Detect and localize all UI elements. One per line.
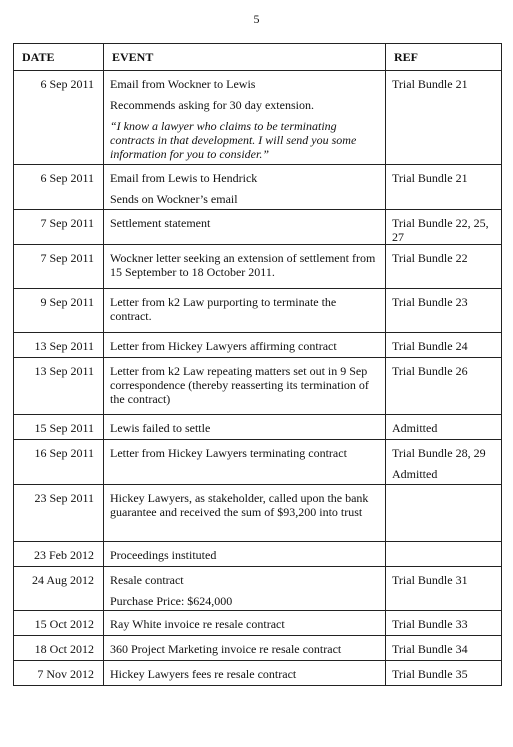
date-cell: 23 Sep 2011 — [14, 485, 104, 542]
event-line: Resale contract — [110, 573, 184, 587]
ref-line: Trial Bundle 21 — [392, 77, 468, 91]
page-number: 5 — [253, 12, 260, 26]
date-cell: 15 Sep 2011 — [14, 415, 104, 440]
table-row — [14, 289, 502, 333]
ref-line: Trial Bundle 21 — [392, 171, 468, 185]
event-cell — [104, 567, 386, 611]
date-cell: 24 Aug 2012 — [14, 567, 104, 611]
header-date: DATE — [14, 44, 104, 71]
event-line: Settlement statement — [110, 216, 211, 230]
date-cell: 13 Sep 2011 — [14, 358, 104, 415]
ref-cell — [386, 245, 502, 289]
event-line: Letter from Hickey Lawyers affirming contract — [110, 339, 337, 353]
event-line: Recommends asking for 30 day extension. — [110, 98, 314, 112]
ref-cell — [386, 485, 502, 542]
ref-line: Trial Bundle 23 — [392, 295, 468, 309]
ref-line: Trial Bundle 34 — [392, 642, 468, 656]
event-line: Email from Lewis to Hendrick — [110, 171, 258, 185]
table-row — [14, 165, 502, 210]
event-cell — [104, 245, 386, 289]
event-cell — [104, 71, 386, 165]
event-cell — [104, 165, 386, 210]
table-row — [14, 567, 502, 611]
table-row — [14, 210, 502, 245]
ref-line: Trial Bundle 28, 29 — [392, 446, 486, 460]
date-cell: 7 Sep 2011 — [14, 245, 104, 289]
event-cell — [104, 636, 386, 661]
event-line: 360 Project Marketing invoice re resale contract — [110, 642, 342, 656]
ref-line: Trial Bundle 31 — [392, 573, 468, 587]
event-line: Email from Wockner to Lewis — [110, 77, 256, 91]
date-cell: 13 Sep 2011 — [14, 333, 104, 358]
ref-cell — [386, 440, 502, 485]
ref-line: Trial Bundle 35 — [392, 667, 468, 681]
ref-cell — [386, 71, 502, 165]
date-cell: 7 Nov 2012 — [14, 661, 104, 686]
ref-line: Admitted — [392, 467, 438, 481]
event-cell — [104, 661, 386, 686]
event-cell — [104, 485, 386, 542]
table-row — [14, 542, 502, 567]
ref-cell — [386, 636, 502, 661]
date-cell: 6 Sep 2011 — [14, 71, 104, 165]
date-cell: 6 Sep 2011 — [14, 165, 104, 210]
event-cell — [104, 358, 386, 415]
ref-line: Trial Bundle 26 — [392, 364, 468, 378]
ref-line: Trial Bundle 24 — [392, 339, 468, 353]
event-quote: “I know a lawyer who claims to be terminating contracts in that development. I will send you some information for you to consider.” — [110, 119, 357, 161]
ref-cell — [386, 542, 502, 567]
table-row — [14, 611, 502, 636]
ref-cell — [386, 333, 502, 358]
date-cell: 9 Sep 2011 — [14, 289, 104, 333]
table-header-row — [14, 44, 502, 71]
header-event: EVENT — [104, 44, 386, 71]
table-row — [14, 71, 502, 165]
ref-cell — [386, 358, 502, 415]
table-row — [14, 415, 502, 440]
table-row — [14, 636, 502, 661]
event-line: Hickey Lawyers fees re resale contract — [110, 667, 297, 681]
event-line: Letter from k2 Law repeating matters set out in 9 Sep correspondence (thereby reasserting its termination of the contract) — [110, 364, 369, 406]
table-row — [14, 358, 502, 415]
event-cell — [104, 440, 386, 485]
ref-cell — [386, 661, 502, 686]
ref-cell — [386, 289, 502, 333]
event-line: Letter from k2 Law purporting to terminate the contract. — [110, 295, 337, 323]
ref-cell — [386, 165, 502, 210]
event-line: Wockner letter seeking an extension of settlement from 15 September to 18 October 2011. — [110, 251, 376, 279]
event-line: Letter from Hickey Lawyers terminating contract — [110, 446, 347, 460]
event-line: Ray White invoice re resale contract — [110, 617, 285, 631]
chronology-table — [13, 43, 502, 686]
ref-cell — [386, 210, 502, 245]
ref-cell — [386, 611, 502, 636]
ref-line: Trial Bundle 33 — [392, 617, 468, 631]
table-row — [14, 485, 502, 542]
event-cell — [104, 289, 386, 333]
event-line: Sends on Wockner’s email — [110, 192, 238, 206]
event-line: Proceedings instituted — [110, 548, 217, 562]
date-cell: 15 Oct 2012 — [14, 611, 104, 636]
date-cell: 23 Feb 2012 — [14, 542, 104, 567]
ref-cell — [386, 415, 502, 440]
event-cell — [104, 333, 386, 358]
table-row — [14, 661, 502, 686]
ref-line: Trial Bundle 22, 25, 27 — [392, 216, 489, 244]
ref-line: Trial Bundle 22 — [392, 251, 468, 265]
event-cell — [104, 415, 386, 440]
event-line: Lewis failed to settle — [110, 421, 211, 435]
event-line: Hickey Lawyers, as stakeholder, called upon the bank guarantee and received the sum of $93,200 into trust — [110, 491, 369, 519]
event-line: Purchase Price: $624,000 — [110, 594, 233, 608]
table-row — [14, 440, 502, 485]
event-cell — [104, 542, 386, 567]
date-cell: 18 Oct 2012 — [14, 636, 104, 661]
header-ref: REF — [386, 44, 502, 71]
event-cell — [104, 611, 386, 636]
table-row — [14, 333, 502, 358]
table-row — [14, 245, 502, 289]
event-cell — [104, 210, 386, 245]
ref-cell — [386, 567, 502, 611]
date-cell: 16 Sep 2011 — [14, 440, 104, 485]
ref-line: Admitted — [392, 421, 438, 435]
date-cell: 7 Sep 2011 — [14, 210, 104, 245]
